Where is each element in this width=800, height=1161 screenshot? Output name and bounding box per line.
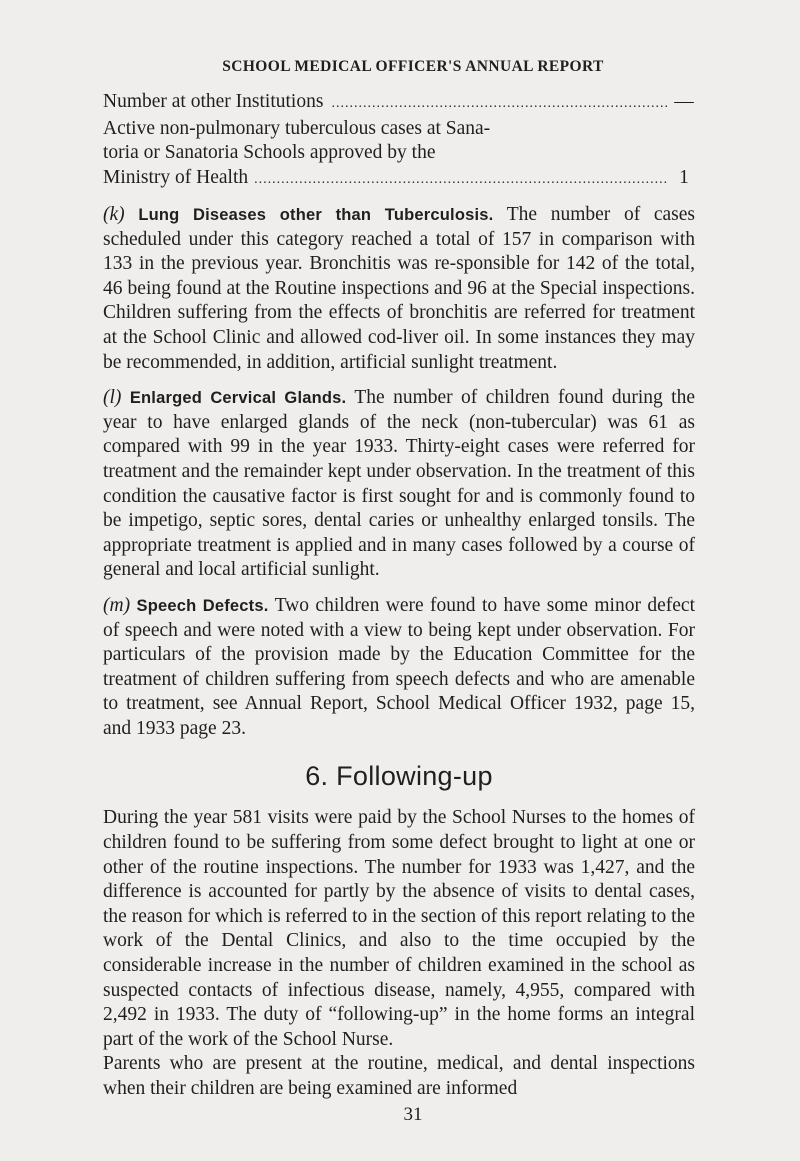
section-lung-diseases <box>103 203 695 375</box>
entry-label-line: Active non-pulmonary tuberculous cases at Sana- <box>103 117 491 139</box>
entry-value: — <box>674 91 694 112</box>
entry-active-non-pulmonary <box>103 117 695 193</box>
section-letter: (m) <box>103 594 131 616</box>
following-up-paragraph: During the year 581 visits were paid by the School Nurses to the homes of children found to be suffering from some defect brought to light at one or other of the routine inspections. The number for 1933 was 1,427, and the difference is accounted for partly by the absence of visits to dental cases, the reason for which is referred to in the section of this report relating to the work of the Dental Clinics, and also to the time occupied by the considerable increase in the number of children examined in the school as suspected contacts of infectious disease, namely, 4,955, compared with 2,492 in 1933. The duty of “following-up” in the home forms an integral part of the work of the School Nurse. <box>103 807 695 1050</box>
section-body: The number of children found during the year to have enlarged glands of the neck (non-tubercular) was 61 as compared with 99 in the year 1933. Thirty-eight cases were referred for treatment and the remainder kept under observation. In the treatment of this condition the causative factor is first sought for and is commonly found to be impetigo, septic sores, dental caries or unhealthy enlarged tonsils. The appropriate treatment is applied and in many cases followed by a course of general and local artificial sunlight. <box>103 387 695 581</box>
entry-value: 1 <box>679 166 689 188</box>
section-cervical-glands <box>103 386 695 583</box>
section-title: Lung Diseases other than Tuberculosis. <box>138 206 494 224</box>
report-page <box>103 58 695 1126</box>
section-letter: (k) <box>103 204 125 225</box>
section-letter: (l) <box>103 387 122 409</box>
dot-leader <box>254 168 667 193</box>
following-up-paragraph: Parents who are present at the routine, medical, and dental inspections when their children are being examined are informed <box>103 1053 695 1099</box>
running-head: SCHOOL MEDICAL OFFICER'S ANNUAL REPORT <box>222 58 604 75</box>
section-title: Enlarged Cervical Glands. <box>129 389 347 408</box>
section-heading-following-up: 6. Following-up <box>305 761 493 792</box>
dot-leader <box>331 92 667 117</box>
entry-other-institutions <box>103 90 695 117</box>
entry-label-line: toria or Sanatoria Schools approved by the <box>103 142 436 163</box>
page-number: 31 <box>403 1103 423 1125</box>
section-body: Two children were found to have some minor defect of speech and were noted with a view to being kept under observation. For particulars of the provision made by the Education Committee for the treatment of children suffering from speech defects and who are amenable to treatment, see Annual Report, School Medical Officer 1932, page 15, and 1933 page 23. <box>103 594 696 739</box>
entry-label-line: Ministry of Health <box>103 166 249 188</box>
entry-label: Number at other Institutions <box>103 91 324 112</box>
section-title: Speech Defects. <box>136 596 269 615</box>
section-body: The number of cases scheduled under this category reached a total of 157 in comparison with 133 in the previous year. Bronchitis was re-sponsible for 142 of the total, 46 being found at the Routine inspections and 96 at the Special inspections. Children suffering from the effects of bronchitis are referred for treatment at the School Clinic and allowed cod-liver oil. In some instances they may be recommended, in addition, artificial sunlight treatment. <box>103 204 695 373</box>
section-speech-defects <box>103 594 695 742</box>
